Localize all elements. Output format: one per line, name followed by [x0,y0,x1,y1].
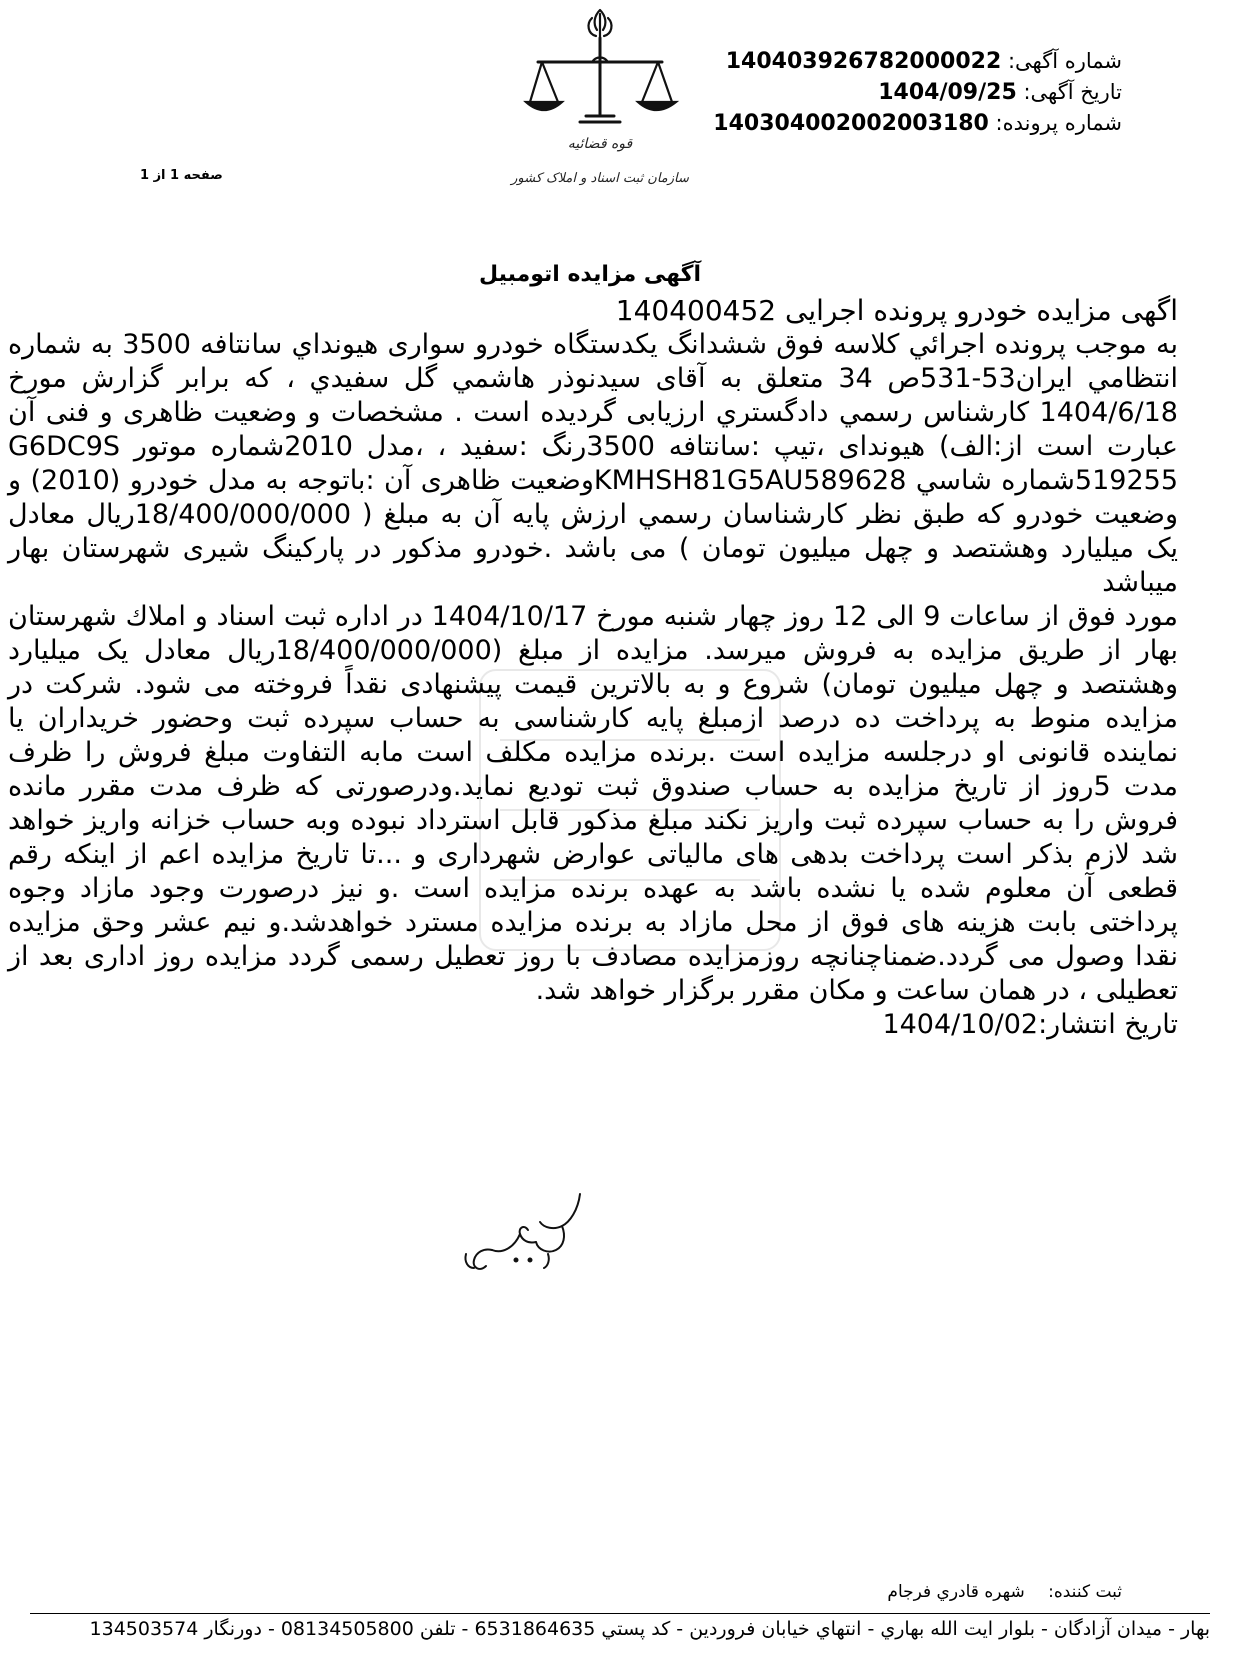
emblem-text-registry: سازمان ثبت اسناد و املاک کشور [511,171,689,186]
notice-number-row [702,46,1122,77]
notice-body [8,294,1178,1042]
emblem-text-judiciary: قوه قضائیه [567,136,633,152]
publish-date-row [8,1008,1178,1042]
notice-date-label: تاریخ آگهی: [1023,80,1122,104]
file-number: 140304002002003180 [713,111,989,136]
footer-address: بهار - ميدان آزادگان - بلوار ايت الله بهاري - انتهاي خيابان فروردين - كد پستي 6531864635 - تلفن 08134505800 - دورنگار 134503574 [89,1618,1210,1640]
footer-divider [30,1613,1210,1614]
file-number-row [702,108,1122,139]
registrar [887,1582,1122,1602]
notice-paragraph-vehicle: به موجب پرونده اجرائي كلاسه فوق ششدانگ يكدستگاه خودرو سواری هيونداي سانتافه 3500 به شماره انتظامي ايران53-531ص 34 متعلق به آقای سیدنوذر هاشمي گل سفيدي ، كه برابر گزارش مورخ 1404/6/18 کارشناس رسمي دادگستري ارزيابی گرديده است . مشخصات و وضعيت ظاهری و فنی آن عبارت است از:الف) هیوندای ،تيپ :سانتافه 3500رنگ :سفيد ، ،مدل 2010شماره موتور G6DC9S 519255شماره شاسي KMHSH81G5AU589628وضعیت ظاهری آن :باتوجه به مدل خودرو (2010) و وضعيت خودرو كه طبق نظر كارشناسان رسمي ارزش پايه آن به مبلغ ( 18/400/000/000ريال معادل يک ميليارد وهشتصد و چهل ميليون تومان ) می باشد .خودرو مذكور در پاركينگ شيری شهرستان بهار ميباشد [8,329,1178,598]
page-count: صفحه 1 از 1 [140,168,223,183]
judiciary-emblem-logo [500,6,700,206]
page-title: آگهی مزایده اتومبیل [478,262,702,287]
registrar-name: شهره قادري فرجام [887,1582,1025,1602]
emblem-inscription [509,136,690,186]
notice-number: 140403926782000022 [725,49,1002,74]
notice-date-row [702,77,1122,108]
publish-date: 1404/10/02 [882,1009,1039,1040]
handwritten-signature [458,1188,598,1298]
file-number-label: شماره پرونده: [995,111,1122,135]
notice-date: 1404/09/25 [878,80,1017,105]
registrar-label: ثبت كننده: [1048,1582,1122,1602]
publish-date-label: تاريخ انتشار: [1038,1009,1178,1040]
notice-paragraph-auction: مورد فوق از ساعات 9 الی 12 روز چهار شنبه مورخ 1404/10/17 در اداره ثبت اسناد و املاك شهرستان بهار از طريق مزايده به فروش ميرسد. مزايده از مبلغ (18/400/000/000ريال معادل يک ميليارد وهشتصد و چهل ميليون تومان) شروع و به بالاترين قيمت پيشنهادی نقداً فروخته می شود. شركت در مزايده منوط به پرداخت ده درصد ازمبلغ پايه كارشناسی به حساب سپرده ثبت وحضور خريداران يا نماينده قانونی او درجلسه مزايده است .برنده مزايده مكلف است مابه التفاوت مبلغ فروش را ظرف مدت 5روز از تاريخ مزايده به حساب صندوق ثبت توديع نمايد.ودرصورتی كه ظرف مدت مقرر مانده فروش را به حساب سپرده ثبت واريز نكند مبلغ مذكور قابل استرداد نبوده وبه حساب خزانه واريز خواهد شد لازم بذكر است پرداخت بدهی های مالياتی عوارض شهرداری و ...تا تاريخ مزايده اعم از اينكه رقم قطعی آن معلوم شده يا نشده باشد به عهده برنده مزايده است .و نيز درصورت وجود مازاد وجوه پرداختی بابت هزينه های فوق از محل مازاد به برنده مزايده مسترد خواهدشد.و نيم عشر وحق مزايده نقدا وصول می گردد.ضمناچنانچه روزمزايده مصادف با روز تعطيل رسمی گردد مزايده روز اداری بعد از تعطيلی ، در همان ساعت و مكان مقرر برگزار خواهد شد. [8,601,1178,1006]
notice-number-label: شماره آگهی: [1007,49,1122,73]
notice-metadata [702,46,1122,139]
notice-lead: اگهی مزایده خودرو پرونده اجرایی 140400452 [615,294,1178,327]
